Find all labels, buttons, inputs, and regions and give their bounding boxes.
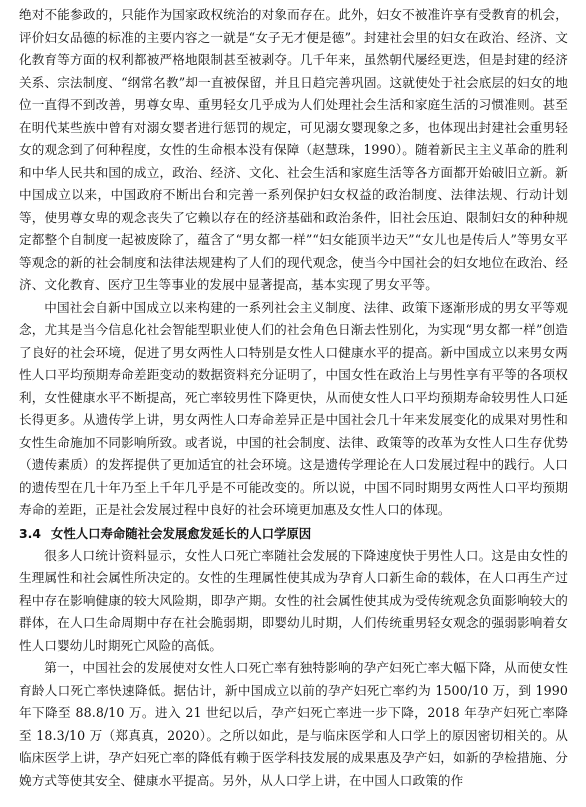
paragraph-continued: 绝对不能参政的，只能作为国家政权统治的对象而存在。此外，妇女不被准许享有受教育的机会，评价妇女品德的标准的主要内容之一就是“女子无才便是德”。封建社会里的妇女在政治、经济、文化教育等方面的权利都被严格地限制甚至被剥夺。几千年来，虽然朝代屡经更迭，但是封建的经济关系、宗法制度、“纲常名教”却一直被保留，并且日趋完善巩固。这就使处于社会底层的妇女的地位一直得不到改善，男尊女卑、重男轻女几乎成为人们处理社会生活和家庭生活的习惯准则。甚至在明代某些族中曾有对溺女婴者进行惩罚的规定，可见溺女婴现象之多，也体现出封建社会重男轻女的观念到了何种程度，女性的生命根本没有保障（赵慧珠，1990）。随着新民主主义革命的胜利和中华人民共和国的成立，政治、经济、文化、社会生活和家庭生活等各方面都开始破旧立新。新中国成立以来，中国政府不断出台和完善一系列保护妇女权益的政治制度、法律法规、行动计划等，使男尊女卑的观念丧失了它赖以存在的经济基础和政治条件，旧社会压迫、限制妇女的种种规定都整个自制度一起被废除了，蕴含了“男女都一样”“妇女能顶半边天”“女儿也是传后人”等男女平等观念的新的社会制度和法律法规建构了人们的现代观念，使当今中国社会的妇女地位在政治、经济、文化教育、医疗卫生等事业的发展中显著提高，基本实现了男女平等。 — [19, 7, 568, 292]
section-heading — [19, 523, 568, 545]
paragraph-mortality-decline: 很多人口统计资料显示，女性人口死亡率随社会发展的下降速度快于男性人口。这是由女性的生理属性和社会属性所决定的。女性的生理属性使其成为孕育人口新生命的载体，在人口再生产过程中存在影响健康的较大风险期，即孕产期。女性的社会属性使其成为受传统观念负面影响较大的群体，在人口生命周期中存在社会脆弱期，即婴幼儿时期，人们传统重男轻女观念的强弱影响着女性人口婴幼儿时期死亡风险的高低。 — [19, 547, 568, 653]
paragraph-gender-equality: 中国社会自新中国成立以来构建的一系列社会主义制度、法律、政策下逐渐形成的男女平等观念，尤其是当今信息化社会智能型职业使人们的社会角色日渐去性别化，为实现“男女都一样”创造了良好的社会环境，促进了男女两性人口特别是女性人口健康水平的提高。新中国成立以来男女两性人口平均预期寿命差距变动的数据资料充分证明了，中国女性在政治上与男性享有平等的各项权利，女性健康水平不断提高，死亡率较男性下降更快，从而使女性人口平均预期寿命较男性人口延长得更多。从遗传学上讲，男女两性人口寿命差异正是中国社会几十年来发展变化的成果对男性和女性生命施加不同影响所致。或者说，中国的社会制度、法律、政策等的改革为女性人口生存优势（遗传素质）的发挥提供了更加适宜的社会环境。这是遗传学理论在人口发展过程中的践行。人口的遗传型在几十年乃至上千年几乎是不可能改变的。所以说，中国不同时期男女两性人口平均预期寿命的差距，正是社会发展过程中良好的社会环境更加惠及女性人口的体现。 — [19, 299, 568, 517]
paragraph-maternal-mortality: 第一，中国社会的发展使对女性人口死亡率有独特影响的孕产妇死亡率大幅下降，从而使女性育龄人口死亡率快速降低。据估计，新中国成立以前的孕产妇死亡率约为 1500/10 万，到 1990 年下降至 88.8/10 万。进入 21 世纪以后，孕产妇死亡率进一步下降，2018 年孕产妇死亡率降至 18.3/10 万（郑真真，2020）。之所以如此，是与临床医学和人口学上的原因密切相关的。从临床医学上讲，孕产妇死亡率的降低有赖于医学科技发展的成果惠及孕产妇，如新的孕检措施、分娩方式等使其安全、健康水平提高。另外，从人口学上讲，在中国人口政策的作 — [19, 660, 568, 788]
section-number: 3.4 — [19, 525, 41, 541]
section-title: 女性人口寿命随社会发展愈发延长的人口学原因 — [50, 525, 312, 541]
